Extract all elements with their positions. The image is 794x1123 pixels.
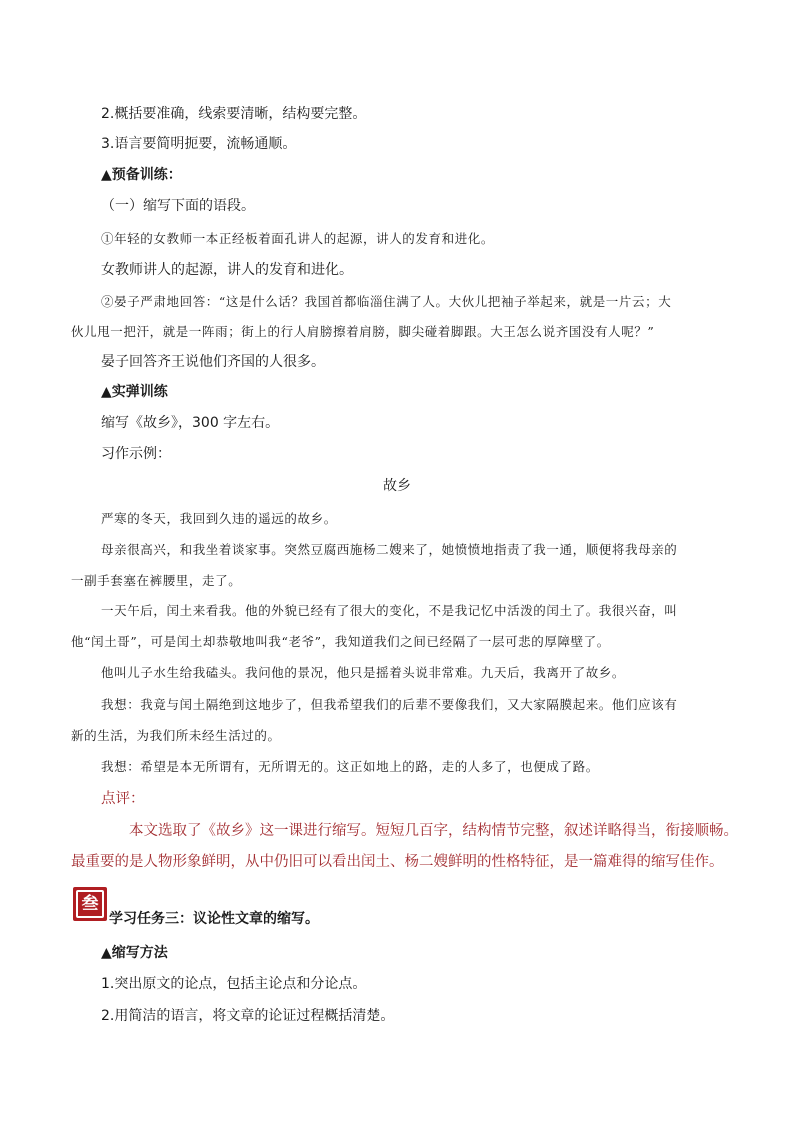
sample-paragraph-5-line-1: 我想：我竟与闰土隔绝到这地步了，但我希望我们的后辈不要像我们，又大家隔膜起来。他们应该有 — [101, 697, 678, 712]
sample-title: 故乡 — [383, 478, 411, 494]
sample-paragraph-4: 他叫儿子水生给我磕头。我问他的景况，他只是摇着头说非常难。九天后，我离开了故乡。 — [101, 665, 626, 680]
sample-paragraph-1: 严寒的冬天，我回到久违的遥远的故乡。 — [101, 511, 337, 526]
comment-text-line-1: 本文选取了《故乡》这一课进行缩写。短短几百字，结构情节完整，叙述详略得当，衔接顺畅。 — [129, 823, 738, 839]
exercise-2-answer: 晏子回答齐王说他们齐国的人很多。 — [101, 354, 325, 370]
method-2: 2.用简洁的语言，将文章的论证过程概括清楚。 — [101, 1008, 395, 1024]
comment-label: 点评： — [101, 791, 145, 807]
sample-paragraph-5-line-2: 新的生活，为我们所未经生活过的。 — [71, 728, 281, 743]
sample-paragraph-2-line-1: 母亲很高兴，和我坐着谈家事。突然豆腐西施杨二嫂来了，她愤愤地指责了我一通，顺便将我母亲的 — [101, 542, 678, 557]
sample-paragraph-2-line-2: 一副手套塞在裤腰里，走了。 — [71, 573, 242, 588]
task-3-heading: 学习任务三：议论性文章的缩写。 — [109, 911, 319, 927]
sample-label: 习作示例： — [101, 446, 171, 462]
practice-task: 缩写《故乡》，300 字左右。 — [101, 415, 280, 431]
exercise-2-source-line-2: 伙儿甩一把汗，就是一阵雨；街上的行人肩膀擦着肩膀，脚尖碰着脚跟。大王怎么说齐国没有人呢？” — [71, 324, 655, 339]
section-heading-prep-training: ▲预备训练： — [101, 167, 182, 183]
section-heading-method: ▲缩写方法 — [101, 945, 168, 961]
requirement-2: 2.概括要准确，线索要清晰，结构要完整。 — [101, 106, 367, 122]
section-heading-practice: ▲实弹训练 — [101, 384, 168, 400]
task-number-char: 叁 — [76, 890, 104, 918]
exercise-1-source: ①年轻的女教师一本正经板着面孔讲人的起源，讲人的发育和进化。 — [101, 231, 495, 246]
method-1: 1.突出原文的论点，包括主论点和分论点。 — [101, 976, 367, 992]
sample-paragraph-3-line-2: 他“闰土哥”，可是闰土却恭敬地叫我“老爷”，我知道我们之间已经隔了一层可悲的厚障壁了。 — [71, 634, 610, 649]
comment-text-line-2: 最重要的是人物形象鲜明，从中仍旧可以看出闰土、杨二嫂鲜明的性格特征，是一篇难得的缩写佳作。 — [71, 854, 724, 870]
requirement-3: 3.语言要简明扼要，流畅通顺。 — [101, 136, 297, 152]
exercise-1-answer: 女教师讲人的起源，讲人的发育和进化。 — [101, 262, 353, 278]
exercise-2-source-line-1: ②晏子严肃地回答：“这是什么话？我国首都临淄住满了人。大伙儿把袖子举起来，就是一片云；大 — [101, 294, 672, 309]
exercise-heading: （一）缩写下面的语段。 — [101, 198, 255, 214]
sample-paragraph-6: 我想：希望是本无所谓有，无所谓无的。这正如地上的路，走的人多了，也便成了路。 — [101, 759, 599, 774]
sample-paragraph-3-line-1: 一天午后，闰土来看我。他的外貌已经有了很大的变化，不是我记忆中活泼的闰土了。我很兴奋，叫 — [101, 603, 678, 618]
task-number-badge — [73, 887, 107, 921]
